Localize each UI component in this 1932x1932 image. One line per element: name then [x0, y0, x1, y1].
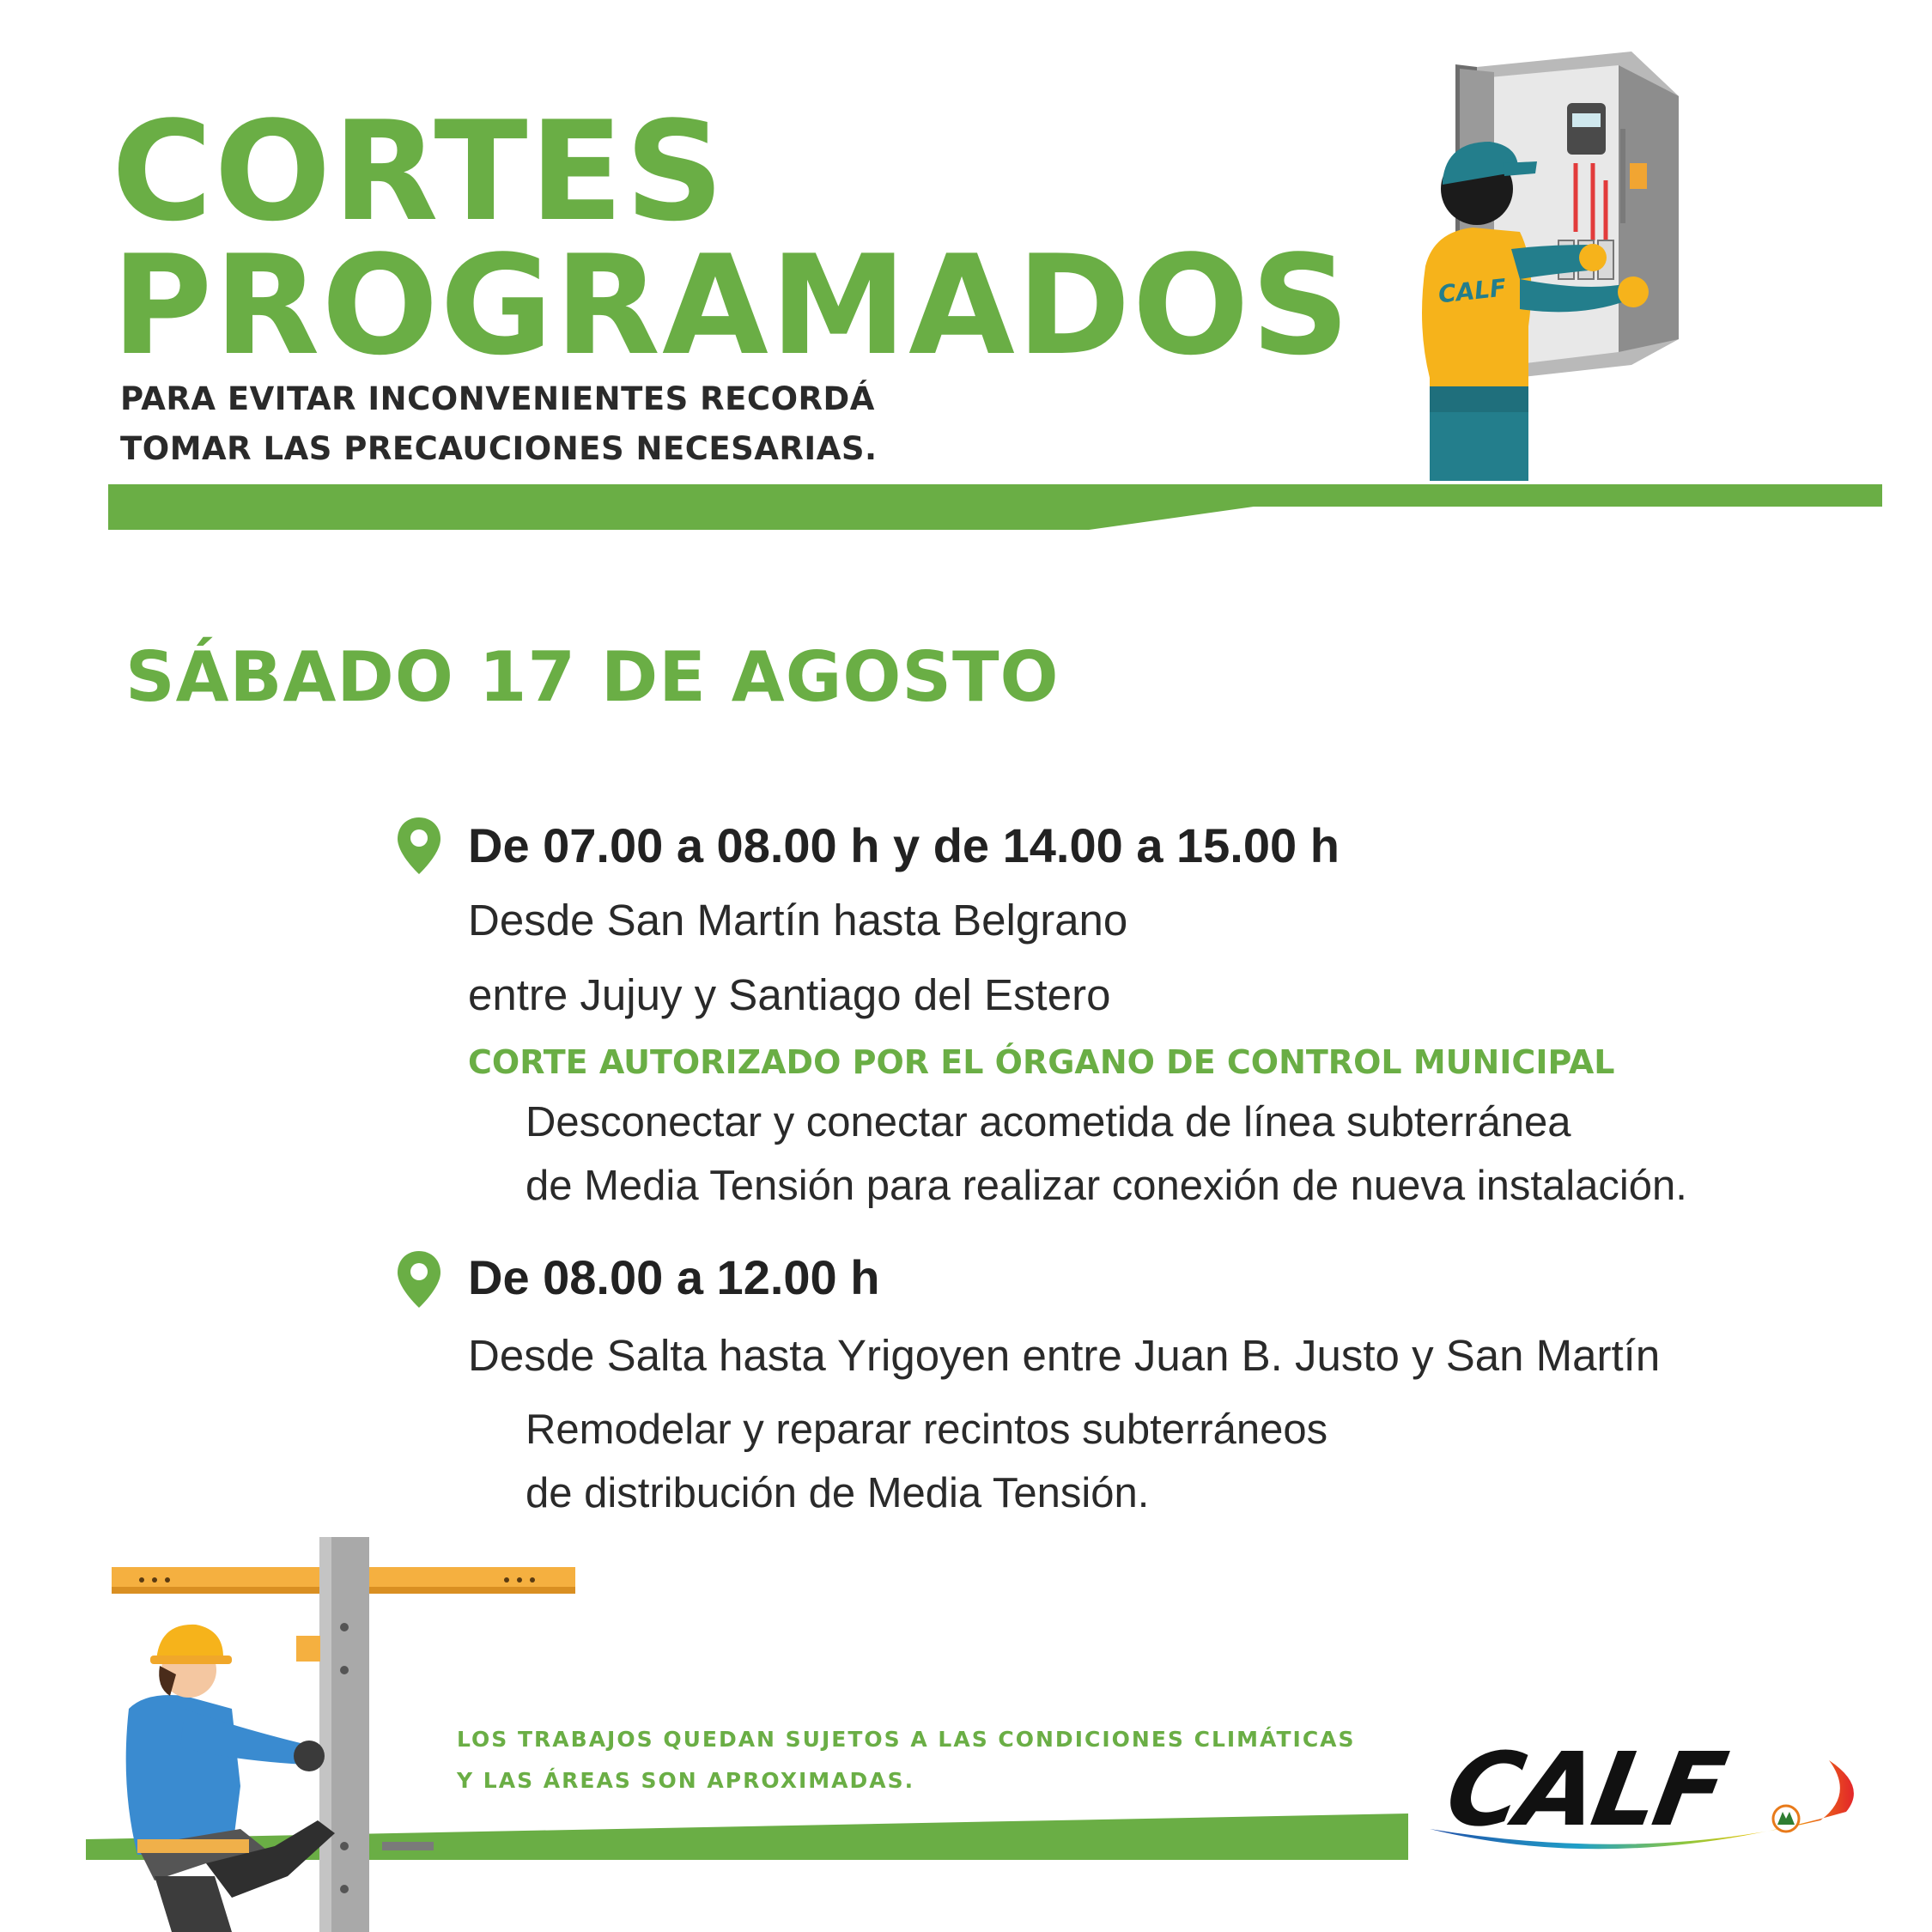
schedule-description-line-1: Remodelar y reparar recintos subterráneos	[526, 1406, 1328, 1453]
schedule-description-line-1: Desconectar y conectar acometida de línea subterránea	[526, 1099, 1571, 1145]
schedule-time: De 08.00 a 12.00 h	[468, 1250, 880, 1304]
schedule-description	[526, 1091, 1687, 1218]
date-heading: SÁBADO 17 DE AGOSTO	[125, 637, 1060, 717]
title-line-2: PROGRAMADOS	[112, 225, 1352, 386]
schedule-time: De 07.00 a 08.00 h y de 14.00 a 15.00 h	[468, 818, 1340, 872]
schedule-area-line-2: entre Jujuy y Santiago del Estero	[468, 970, 1111, 1019]
schedule-description-line-2: de Media Tensión para realizar conexión de nueva instalación.	[526, 1163, 1687, 1209]
shirt-logo: CALF	[1437, 273, 1508, 309]
calf-logo-text: CALF	[1437, 1731, 1732, 1850]
title-line-1: CORTES	[112, 91, 726, 252]
calf-logo	[1417, 1726, 1880, 1872]
schedule-area-line-1: Desde San Martín hasta Belgrano	[468, 896, 1128, 945]
location-pin-icon	[396, 816, 442, 876]
schedule-area	[468, 883, 1127, 1032]
footer-note-line-1: LOS TRABAJOS QUEDAN SUJETOS A LAS CONDICIONES CLIMÁTICAS	[457, 1727, 1356, 1752]
footer-note	[457, 1719, 1356, 1801]
footer-note-line-2: Y LAS ÁREAS SON APROXIMADAS.	[457, 1768, 915, 1793]
schedule-description-line-2: de distribución de Media Tensión.	[526, 1470, 1150, 1516]
location-pin-icon	[396, 1249, 442, 1309]
schedule-description	[526, 1398, 1327, 1525]
worker-electrical-panel-illustration	[1408, 43, 1700, 481]
schedule-area: Desde Salta hasta Yrigoyen entre Juan B. Justo y San Martín	[468, 1331, 1661, 1380]
subtitle-line-2: TOMAR LAS PRECAUCIONES NECESARIAS.	[120, 430, 878, 467]
schedule-note: CORTE AUTORIZADO POR EL ÓRGANO DE CONTROL MUNICIPAL	[468, 1043, 1615, 1081]
subtitle-line-1: PARA EVITAR INCONVENIENTES RECORDÁ	[120, 380, 875, 417]
